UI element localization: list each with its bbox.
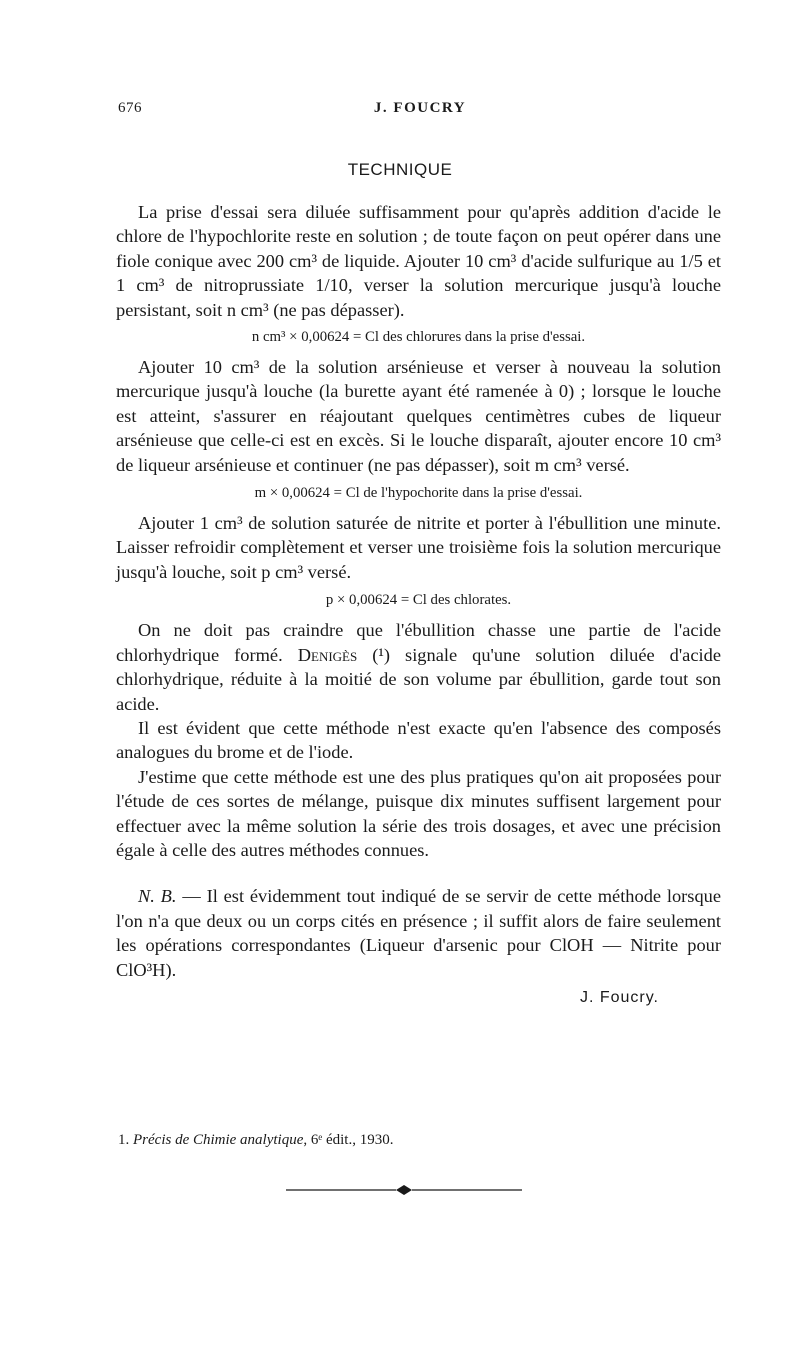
nota-bene-text: — Il est évidemment tout indiqué de se servir de cette méthode lorsque l'on n'a que deux ou un corps cités en présence ; il suffit alors de faire seulement les opérations correspondantes (Liqueur d'arsenic pour ClOH — Nitrite pour ClO³H). bbox=[116, 886, 722, 980]
paragraph-limitation: Il est évident que cette méthode n'est exacte qu'en l'absence des composés analogues du brome et de l'iode. bbox=[116, 717, 721, 763]
paragraph-ebullition bbox=[116, 618, 721, 716]
paragraph-nota-bene bbox=[116, 884, 721, 982]
signature: J. Foucry. bbox=[579, 988, 659, 1006]
paragraph-conclusion: J'estime que cette méthode est une des plus pratiques qu'on ait proposées pour l'étude de ces sortes de mélange, puisque dix minutes suffisent largement pour effectuer avec la même solution la série des trois dosages, et avec une précision égale à celle des autres méthodes connues. bbox=[116, 766, 721, 860]
footnote-edition: , 6ᵉ édit., 1930. bbox=[303, 1132, 394, 1148]
author-reference: Denigès bbox=[297, 644, 358, 665]
page-number: 676 bbox=[118, 100, 142, 116]
ornament-diamond bbox=[396, 1185, 412, 1195]
footnote-number: 1. bbox=[118, 1132, 133, 1148]
footnote-reference: (¹) bbox=[357, 644, 406, 665]
paragraph-sample-prep: La prise d'essai sera diluée suffisamment pour qu'après addition d'acide le chlore de l'hypochlorite reste en solution ; de toute façon on peut opérer dans une fiole conique avec 200 cm³ de liquide. Ajouter 10 cm³ d'acide sulfurique au 1/5 et 1 cm³ de nitroprussiate 1/10, verser la solution mercurique jusqu'à louche persistant, soit n cm³ (ne pas dépasser). bbox=[116, 202, 721, 320]
footnote bbox=[118, 1132, 718, 1149]
end-ornament bbox=[286, 1182, 522, 1198]
ebullition-text-a: On ne doit pas craindre que l'ébullition chasse une partie de l'acide chlorhydrique formé. bbox=[116, 620, 721, 665]
paragraph-nitrite: Ajouter 1 cm³ de solution saturée de nitrite et porter à l'ébullition une minute. Laisser refroidir complètement et verser une troisième fois la solution mercurique jusqu'à louche, soit p cm³ versé. bbox=[116, 513, 721, 582]
body-text bbox=[116, 200, 721, 1010]
paragraph-arsenious: Ajouter 10 cm³ de la solution arsénieuse et verser à nouveau la solution mercurique jusqu'à louche (la burette ayant été ramenée à 0) ; lorsque le louche est atteint, s'assurer en réajoutant quelques centimètres cubes de liqueur arsénieuse que celle-ci est en excès. Si le louche disparaît, ajouter encore 10 cm³ de liqueur arsénieuse et continuer (ne pas dépasser), soit m cm³ versé. bbox=[116, 357, 721, 475]
formula-hypochlorite: m × 0,00624 = Cl de l'hypochorite dans la prise d'essai. bbox=[254, 485, 583, 502]
section-title: TECHNIQUE bbox=[347, 160, 453, 179]
running-head bbox=[118, 100, 722, 120]
nota-bene-label: N. B. bbox=[138, 886, 177, 907]
running-author: J. FOUCRY bbox=[373, 100, 467, 116]
footnote-title: Précis de Chimie analytique bbox=[133, 1132, 304, 1148]
ebullition-text-b: signale qu'une solution diluée d'acide chlorhydrique, réduite à la moitié de son volume par ébullition, garde tout son acide. bbox=[116, 644, 721, 714]
formula-chlorures: n cm³ × 0,00624 = Cl des chlorures dans la prise d'essai. bbox=[251, 329, 586, 346]
formula-chlorates: p × 0,00624 = Cl des chlorates. bbox=[325, 592, 512, 609]
